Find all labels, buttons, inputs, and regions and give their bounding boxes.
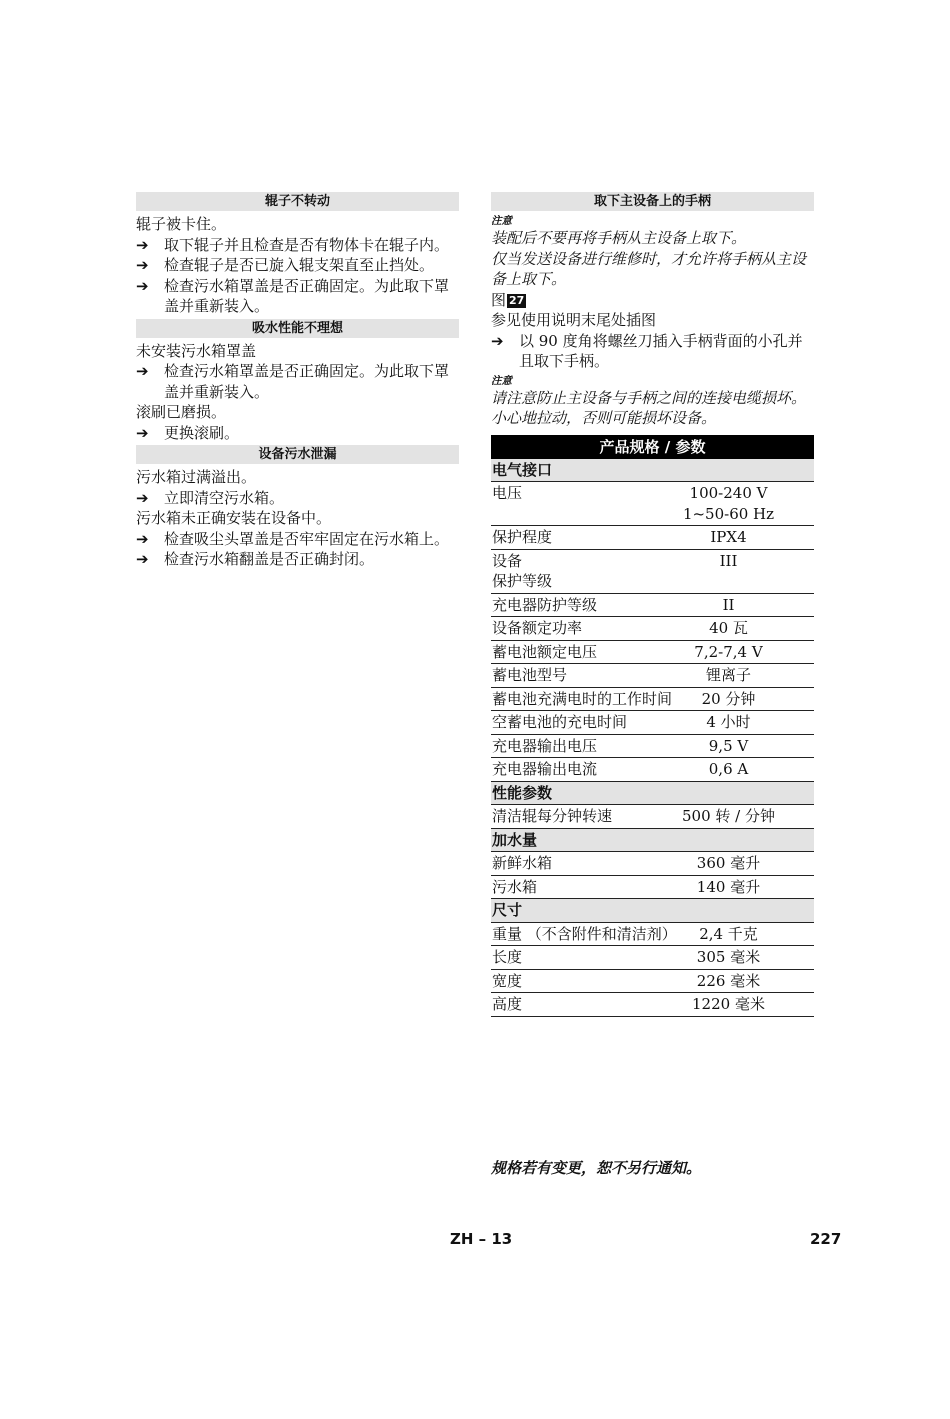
spec-group-row: 尺寸 (491, 899, 814, 923)
cause-text: 未安装污水箱罩盖 (136, 341, 257, 360)
instruction-item: ➔ 更换滚刷。 (136, 423, 240, 442)
note-text: 请注意防止主设备与手柄之间的连接电缆损坏。 (491, 388, 807, 407)
spec-group-row: 加水量 (491, 828, 814, 852)
arrow-right-icon: ➔ (136, 550, 149, 568)
section-heading-dirty-water-leak: 设备污水泄漏 (136, 445, 459, 464)
spec-row: 长度 305 毫米 (491, 946, 814, 970)
spec-row: 设备 保护等级 III (491, 549, 814, 593)
right-column (491, 192, 814, 1017)
arrow-right-icon: ➔ (491, 331, 504, 350)
left-column (136, 192, 459, 570)
language-page-label: ZH – 13 (450, 1230, 513, 1248)
note-label: 注意 (491, 374, 512, 387)
cause-text: 辊子被卡住。 (136, 215, 227, 233)
instruction-item: ➔ 检查辊子是否已旋入辊支架直至止挡处。 (136, 256, 435, 274)
spec-row: 污水箱 140 毫升 (491, 875, 814, 899)
spec-row: 重量 （不含附件和清洁剂） 2,4 千克 (491, 922, 814, 946)
spec-row: 高度 1220 毫米 (491, 993, 814, 1017)
spec-row: 蓄电池型号 锂离子 (491, 664, 814, 688)
instruction-item: ➔ 取下辊子并且检查是否有物体卡在辊子内。 (136, 235, 450, 254)
note-text: 小心地拉动，否则可能损坏设备。 (491, 409, 717, 427)
spec-group-row: 性能参数 (491, 781, 814, 805)
arrow-right-icon: ➔ (136, 362, 149, 380)
spec-row: 充电器防护等级 II (491, 593, 814, 617)
arrow-right-icon: ➔ (136, 256, 149, 274)
figure-number-badge: 27 (509, 293, 525, 307)
spec-row: 空蓄电池的充电时间 4 小时 (491, 711, 814, 735)
spec-row: 清洁辊每分钟转速 500 转 / 分钟 (491, 805, 814, 829)
spec-row: 设备额定功率 40 瓦 (491, 617, 814, 641)
spec-row: 蓄电池充满电时的工作时间 20 分钟 (491, 687, 814, 711)
spec-row: 充电器输出电流 0,6 A (491, 758, 814, 782)
section-heading-remove-handle: 取下主设备上的手柄 (491, 192, 814, 211)
spec-row: 充电器输出电压 9,5 V (491, 734, 814, 758)
spec-row: 保护程度 IPX4 (491, 526, 814, 550)
instruction-item: ➔ 立即清空污水箱。 (136, 488, 285, 507)
instruction-item: ➔ 以 90 度角将螺丝刀插入手柄背面的小孔并且取下手柄。 (491, 331, 803, 370)
arrow-right-icon: ➔ (136, 276, 149, 295)
spec-row: 宽度 226 毫米 (491, 969, 814, 993)
arrow-right-icon: ➔ (136, 488, 149, 507)
cause-text: 污水箱未正确安装在设备中。 (136, 509, 332, 527)
note-text: 仅当发送设备进行维修时，才允许将手柄从主设备上取下。 (491, 249, 807, 288)
arrow-right-icon: ➔ (136, 529, 149, 548)
instruction-item: ➔ 检查污水箱罩盖是否正确固定。为此取下罩盖并重新装入。 (136, 362, 450, 401)
spec-section-title: 产品规格 / 参数 (491, 435, 814, 459)
arrow-right-icon: ➔ (136, 235, 149, 254)
figure-reference: 图 27 (491, 290, 525, 309)
cause-text: 滚刷已磨损。 (136, 403, 227, 421)
spec-table (491, 459, 814, 1017)
note-text: 装配后不要再将手柄从主设备上取下。 (491, 229, 747, 247)
cause-text: 污水箱过满溢出。 (136, 468, 257, 486)
instruction-item: ➔ 检查吸尘头罩盖是否牢牢固定在污水箱上。 (136, 529, 450, 548)
note-label: 注意 (491, 215, 512, 227)
page-number: 227 (810, 1230, 842, 1248)
instruction-item: ➔ 检查污水箱翻盖是否正确封闭。 (136, 550, 375, 568)
spec-row: 新鲜水箱 360 毫升 (491, 852, 814, 876)
figure-note: 参见使用说明末尾处插图 (491, 311, 657, 329)
spec-group-row: 电气接口 (491, 459, 814, 482)
instruction-item: ➔ 检查污水箱罩盖是否正确固定。为此取下罩盖并重新装入。 (136, 276, 450, 315)
arrow-right-icon: ➔ (136, 423, 149, 442)
spec-row: 电压 100-240 V 1~50-60 Hz (491, 482, 814, 526)
spec-row: 蓄电池额定电压 7,2-7,4 V (491, 640, 814, 664)
section-heading-poor-suction: 吸水性能不理想 (136, 319, 459, 338)
section-heading-roller-not-rotating: 辊子不转动 (136, 192, 459, 211)
spec-change-footnote: 规格若有变更，恕不另行通知。 (491, 1159, 702, 1177)
